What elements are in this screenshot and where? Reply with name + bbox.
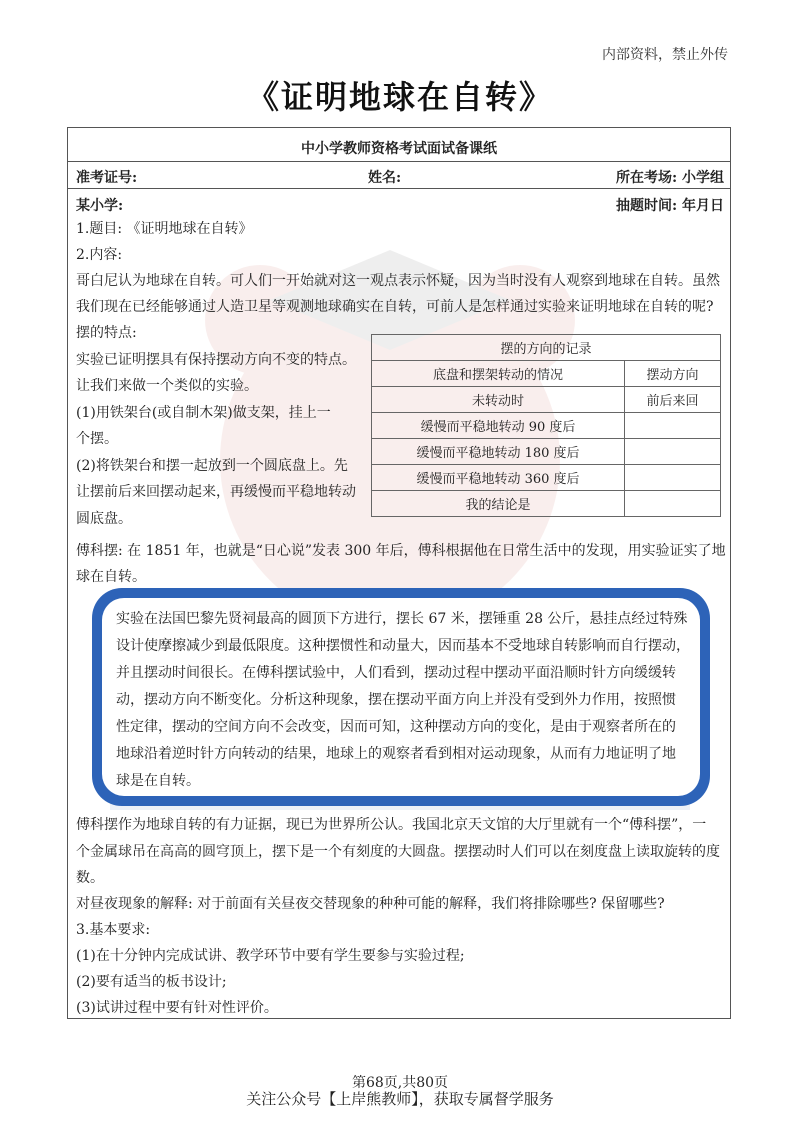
draw-time-label: 抽题时间: 年月日 xyxy=(615,198,724,214)
callout-line: 地球沿着逆时针方向转动的结果，地球上的观察者看到相对运动现象，从而有力地证明了地 xyxy=(116,746,676,762)
experiment-line: 个摆。 xyxy=(76,431,118,447)
topic-line: 1.题目: 《证明地球在自转》 xyxy=(76,221,253,237)
requirement-item: (3)试讲过程中要有针对性评价。 xyxy=(76,1000,278,1016)
body-line: 对昼夜现象的解释: 对于前面有关昼夜交替现象的种种可能的解释，我们将排除哪些? 保留哪些? xyxy=(76,896,665,912)
experiment-line: 让摆前后来回摆动起来，再缓慢而平稳地转动 xyxy=(76,484,356,500)
intro-line: 哥白尼认为地球在自转。可人们一开始就对这一观点表示怀疑，因为当时没有人观察到地球在自转。虽然 xyxy=(76,273,720,289)
table-cell xyxy=(625,465,721,491)
experiment-line: (2)将铁架台和摆一起放到一个圆底盘上。先 xyxy=(76,458,348,474)
experiment-line: 实验已证明摆具有保持摆动方向不变的特点。 xyxy=(76,352,356,368)
table-cell: 未转动时 xyxy=(372,387,625,413)
experiment-line: 让我们来做一个类似的实验。 xyxy=(76,378,258,394)
prep-sheet xyxy=(67,127,731,1019)
pendulum-label: 摆的特点: xyxy=(76,325,137,341)
divider xyxy=(68,188,730,189)
foucault-line: 球在自转。 xyxy=(76,569,146,585)
experiment-line: 圆底盘。 xyxy=(76,511,132,527)
pendulum-record-table xyxy=(371,334,721,517)
foucault-callout xyxy=(92,588,710,806)
table-cell: 前后来回 xyxy=(625,387,721,413)
requirement-item: (2)要有适当的板书设计; xyxy=(76,974,227,990)
table-row xyxy=(372,465,721,491)
table-cell xyxy=(625,413,721,439)
callout-text xyxy=(116,606,700,795)
callout-body xyxy=(102,598,700,796)
requirements-label: 3.基本要求: xyxy=(76,922,151,938)
table-title: 摆的方向的记录 xyxy=(372,335,721,361)
divider xyxy=(68,161,730,162)
table-row xyxy=(372,413,721,439)
requirement-item: (1)在十分钟内完成试讲、教学环节中要有学生要参与实验过程; xyxy=(76,948,465,964)
body-line: 个金属球吊在高高的圆穹顶上，摆下是一个有刻度的大圆盘。摆摆动时人们可以在刻度盘上读取旋转的度 xyxy=(76,844,720,860)
table-cell: 缓慢而平稳地转动 180 度后 xyxy=(372,439,625,465)
table-row xyxy=(372,335,721,361)
table-row xyxy=(372,491,721,517)
intro-line: 我们现在已经能够通过人造卫星等观测地球确实在自转，可前人是怎样通过实验来证明地球在自转的呢? xyxy=(76,299,714,315)
site-label: 所在考场: 小学组 xyxy=(615,170,724,186)
table-cell: 缓慢而平稳地转动 90 度后 xyxy=(372,413,625,439)
body-line: 数。 xyxy=(76,870,104,886)
body-line: 傅科摆作为地球自转的有力证据，现已为世界所公认。我国北京天文馆的大厅里就有一个“傅科摆”，一 xyxy=(76,817,707,833)
table-header: 底盘和摆架转动的情况 xyxy=(372,361,625,387)
callout-line: 球是在自转。 xyxy=(116,773,200,789)
table-cell xyxy=(625,491,721,517)
table-cell xyxy=(625,439,721,465)
table-cell: 缓慢而平稳地转动 360 度后 xyxy=(372,465,625,491)
name-label: 姓名: xyxy=(368,170,402,186)
page-number: 第68页,共80页 xyxy=(351,1075,449,1091)
callout-line: 设计使摩擦减少到最低限度。这种摆惯性和动量大，因而基本不受地球自转影响而自行摆动， xyxy=(116,638,690,654)
page-title: 《证明地球在自转》 xyxy=(246,78,553,116)
callout-line: 性定律，摆动的空间方向不会改变，因而可知，这种摆动方向的变化，是由于观察者所在的 xyxy=(116,719,676,735)
confidential-note: 内部资料，禁止外传 xyxy=(602,47,728,63)
table-cell: 我的结论是 xyxy=(372,491,625,517)
callout-line: 并且摆动时间很长。在傅科摆试验中，人们看到，摆动过程中摆动平面沿顺时针方向缓缓转 xyxy=(116,665,676,681)
experiment-line: (1)用铁架台(或自制木架)做支架，挂上一 xyxy=(76,405,331,421)
table-header: 摆动方向 xyxy=(625,361,721,387)
exam-no-label: 准考证号: xyxy=(76,170,138,186)
callout-line: 动，摆动方向不断变化。分析这种现象，摆在摆动平面方向上并没有受到外力作用，按照惯 xyxy=(116,692,676,708)
school-label: 某小学: xyxy=(76,198,124,214)
content-label: 2.内容: xyxy=(76,247,123,263)
callout-line: 实验在法国巴黎先贤祠最高的圆顶下方进行，摆长 67 米，摆锤重 28 公斤，悬挂点经过特殊 xyxy=(116,611,688,627)
foucault-line: 傅科摆: 在 1851 年，也就是“日心说”发表 300 年后，傅科根据他在日常生活中的发现，用实验证实了地 xyxy=(76,543,726,559)
promo-line: 关注公众号【上岸熊教师】，获取专属督学服务 xyxy=(246,1090,554,1108)
table-row xyxy=(372,361,721,387)
table-row xyxy=(372,439,721,465)
table-row xyxy=(372,387,721,413)
sheet-header-title: 中小学教师资格考试面试备课纸 xyxy=(301,141,497,157)
